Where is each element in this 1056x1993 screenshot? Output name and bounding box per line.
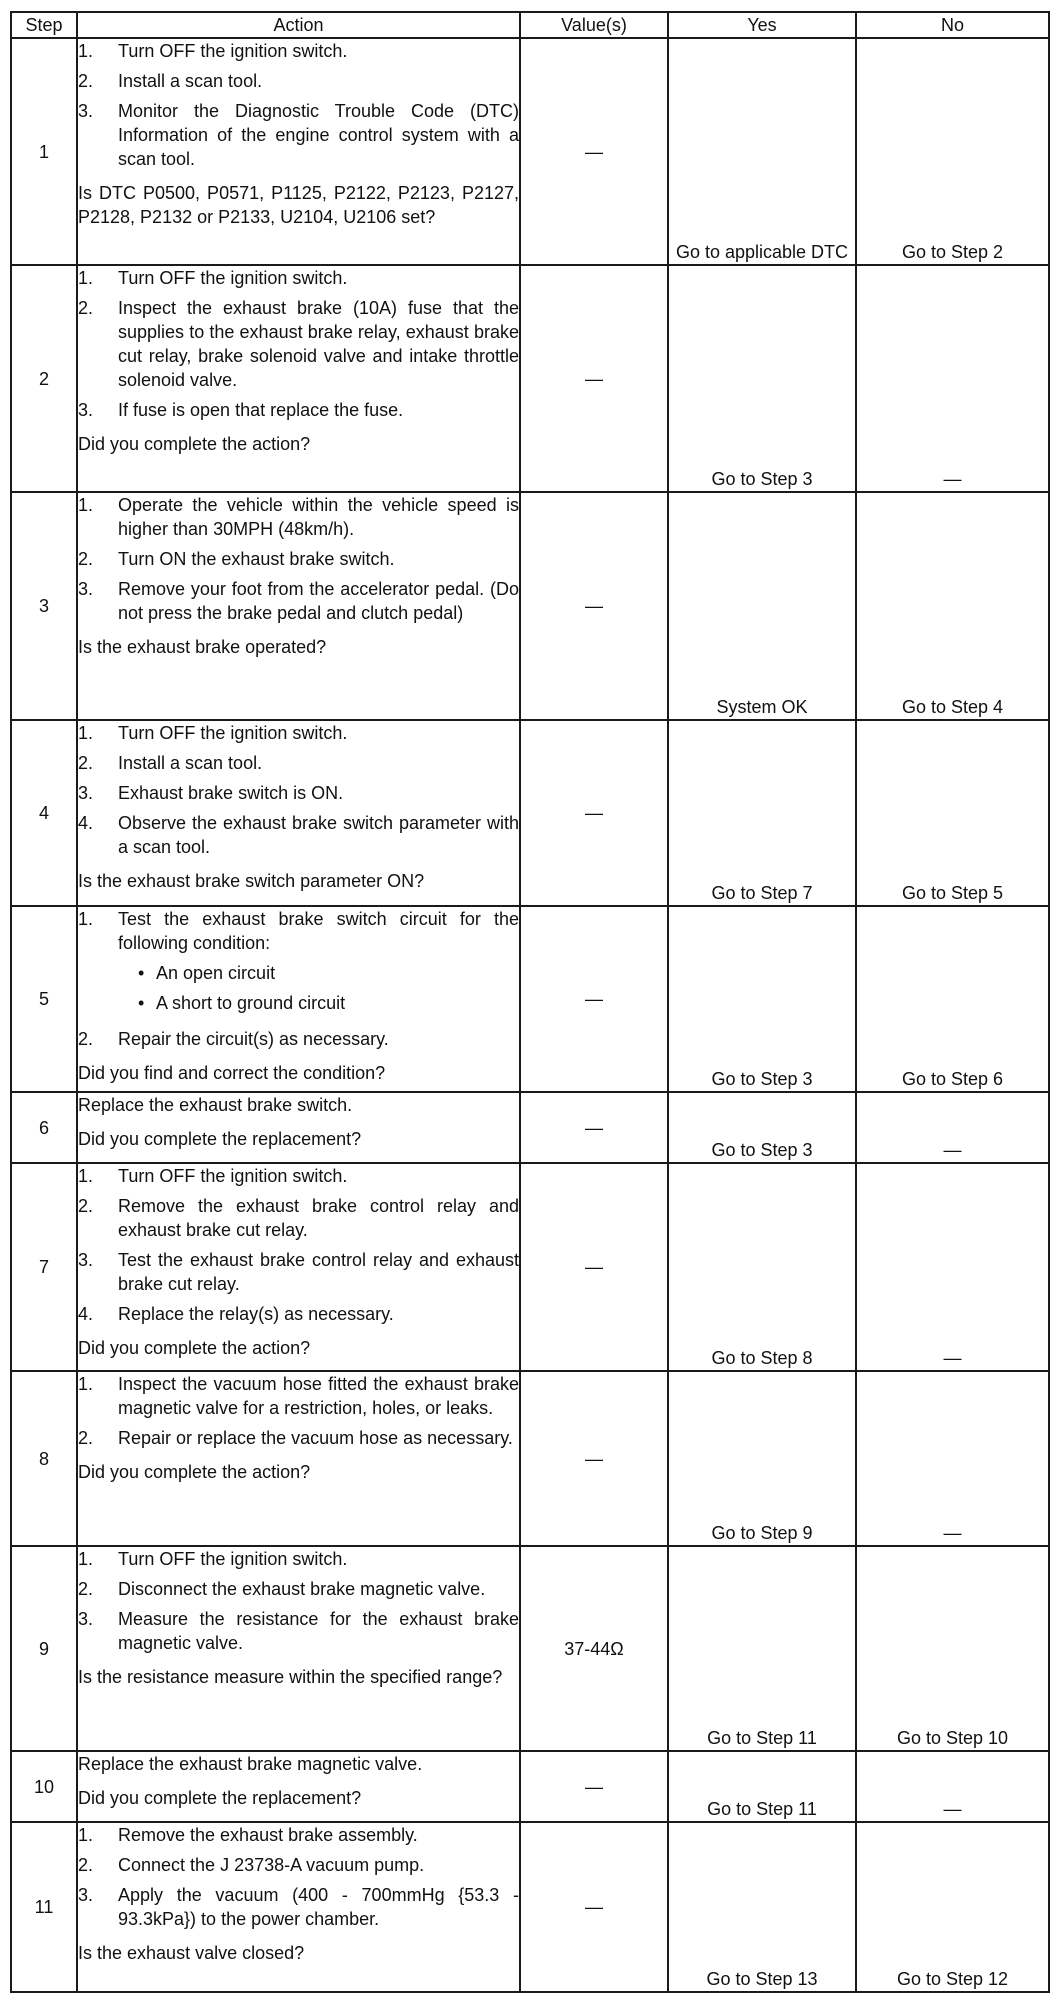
value-cell: —	[520, 720, 668, 906]
step-number: 2	[11, 265, 77, 492]
action-item-number: 3.	[78, 101, 94, 121]
action-list	[78, 1823, 519, 1931]
action-item-number: 1.	[78, 1374, 94, 1394]
action-item-text: Repair the circuit(s) as necessary.	[118, 1029, 389, 1049]
action-item	[78, 1302, 519, 1326]
action-item-number: 1.	[78, 495, 94, 515]
action-item-text: Operate the vehicle within the vehicle speed is higher than 30MPH (48km/h).	[118, 495, 519, 539]
no-result: Go to Step 4	[901, 697, 1004, 717]
step-number: 4	[11, 720, 77, 906]
action-item-text: Apply the vacuum (400 - 700mmHg {53.3 - 93.3kPa}) to the power chamber.	[118, 1885, 519, 1929]
action-item-number: 1.	[78, 1549, 94, 1569]
step-number: 5	[11, 906, 77, 1092]
action-text: Replace the exhaust brake switch.	[78, 1095, 353, 1115]
no-result: Go to Step 10	[896, 1728, 1009, 1748]
action-item-body	[118, 1607, 519, 1655]
table-row	[11, 1092, 1049, 1163]
action-item-number: 1.	[78, 1166, 94, 1186]
no-cell	[856, 492, 1049, 720]
no-cell	[856, 1751, 1049, 1822]
action-item-text: Measure the resistance for the exhaust brake magnetic valve.	[118, 1609, 519, 1653]
action-cell	[77, 38, 520, 265]
no-result: Go to Step 6	[901, 1069, 1004, 1089]
yes-cell	[668, 1163, 856, 1371]
action-item	[78, 398, 519, 422]
action-item-body	[118, 39, 519, 63]
action-item-number: 2.	[78, 1579, 94, 1599]
yes-cell	[668, 265, 856, 492]
action-list	[78, 1164, 519, 1326]
value-cell: —	[520, 1371, 668, 1546]
action-item-body	[118, 1372, 519, 1420]
action-question: Did you complete the action?	[78, 434, 311, 454]
action-item-number: 2.	[78, 71, 94, 91]
action-item-number: 2.	[78, 753, 94, 773]
no-cell	[856, 1822, 1049, 1992]
yes-result: Go to Step 3	[711, 469, 813, 489]
action-item-body	[118, 1248, 519, 1296]
action-cell	[77, 1822, 520, 1992]
no-result: Go to Step 2	[901, 242, 1004, 262]
action-item-body	[118, 1547, 519, 1571]
action-item-text: Turn OFF the ignition switch.	[118, 723, 348, 743]
action-item-body	[118, 577, 519, 625]
step-number: 1	[11, 38, 77, 265]
table-row	[11, 1163, 1049, 1371]
no-cell	[856, 720, 1049, 906]
action-list	[78, 1547, 519, 1655]
step-number: 11	[11, 1822, 77, 1992]
action-item-text: Repair or replace the vacuum hose as necessary.	[118, 1428, 513, 1448]
action-list	[78, 1372, 519, 1450]
action-item-body	[118, 99, 519, 171]
action-item	[78, 1883, 519, 1931]
action-item-text: Test the exhaust brake control relay and exhaust brake cut relay.	[118, 1250, 519, 1294]
action-item-body	[118, 1302, 519, 1326]
yes-result: Go to Step 7	[711, 883, 813, 903]
no-result: Go to Step 12	[896, 1969, 1009, 1989]
bullet-dot-icon: •	[138, 963, 145, 983]
action-item-number: 3.	[78, 1885, 94, 1905]
action-list	[78, 721, 519, 859]
value-cell: 37-44Ω	[520, 1546, 668, 1751]
yes-result: Go to Step 8	[711, 1348, 813, 1368]
action-item-number: 3.	[78, 579, 94, 599]
no-cell	[856, 1163, 1049, 1371]
yes-cell	[668, 1371, 856, 1546]
no-cell	[856, 906, 1049, 1092]
action-item	[78, 99, 519, 171]
yes-cell	[668, 1751, 856, 1822]
bullet-item	[118, 991, 519, 1015]
action-item-number: 2.	[78, 1855, 94, 1875]
yes-result: Go to applicable DTC	[675, 242, 849, 262]
table-row	[11, 906, 1049, 1092]
action-item-text: Inspect the vacuum hose fitted the exhaust brake magnetic valve for a restriction, holes, or leaks.	[118, 1374, 519, 1418]
action-item-number: 3.	[78, 783, 94, 803]
table-row	[11, 1822, 1049, 1992]
no-result: Go to Step 5	[901, 883, 1004, 903]
bullet-text: An open circuit	[156, 963, 276, 983]
action-item-body	[118, 1853, 519, 1877]
action-cell	[77, 720, 520, 906]
action-item-body	[118, 296, 519, 392]
action-question: Is the resistance measure within the specified range?	[78, 1667, 503, 1687]
action-item	[78, 907, 519, 1021]
table-row	[11, 38, 1049, 265]
table-row	[11, 1751, 1049, 1822]
action-item-number: 2.	[78, 1428, 94, 1448]
yes-result: System OK	[716, 697, 808, 717]
bullet-text: A short to ground circuit	[156, 993, 346, 1013]
header-action: Action	[77, 12, 520, 38]
action-item-body	[118, 1164, 519, 1188]
action-item-text: Remove your foot from the accelerator pedal. (Do not press the brake pedal and clutch pedal)	[118, 579, 519, 623]
action-item-number: 4.	[78, 1304, 94, 1324]
yes-cell	[668, 720, 856, 906]
yes-cell	[668, 38, 856, 265]
action-item	[78, 39, 519, 63]
diagnostic-table	[10, 11, 1050, 1993]
action-item-number: 2.	[78, 1196, 94, 1216]
action-item	[78, 1853, 519, 1877]
yes-result: Go to Step 3	[711, 1140, 813, 1160]
value-cell: —	[520, 906, 668, 1092]
action-item-number: 2.	[78, 298, 94, 318]
action-item-body	[118, 1426, 519, 1450]
action-cell	[77, 1163, 520, 1371]
action-item-number: 2.	[78, 1029, 94, 1049]
action-item-text: Connect the J 23738-A vacuum pump.	[118, 1855, 425, 1875]
action-item-text: Remove the exhaust brake control relay and exhaust brake cut relay.	[118, 1196, 519, 1240]
action-item-number: 1.	[78, 1825, 94, 1845]
table-row	[11, 1371, 1049, 1546]
action-question: Did you find and correct the condition?	[78, 1063, 386, 1083]
bullet-list	[118, 961, 519, 1015]
value-cell: —	[520, 1163, 668, 1371]
action-item	[78, 266, 519, 290]
action-item	[78, 1164, 519, 1188]
action-item-number: 1.	[78, 268, 94, 288]
action-item	[78, 1577, 519, 1601]
action-cell	[77, 906, 520, 1092]
action-item-number: 2.	[78, 549, 94, 569]
table-row	[11, 1546, 1049, 1751]
action-item-text: Turn ON the exhaust brake switch.	[118, 549, 395, 569]
no-result: —	[943, 469, 962, 489]
bullet-dot-icon: •	[138, 993, 145, 1013]
action-item-body	[118, 493, 519, 541]
action-item-body	[118, 907, 519, 1021]
action-text: Replace the exhaust brake magnetic valve.	[78, 1754, 423, 1774]
header-values: Value(s)	[520, 12, 668, 38]
action-item-body	[118, 1027, 519, 1051]
action-item-text: Inspect the exhaust brake (10A) fuse that the supplies to the exhaust brake relay, exhaust brake cut relay, brake solenoid valve and intake throttle solenoid valve.	[118, 298, 519, 390]
value-cell: —	[520, 1092, 668, 1163]
action-item-text: Disconnect the exhaust brake magnetic valve.	[118, 1579, 486, 1599]
action-cell	[77, 265, 520, 492]
action-cell	[77, 1092, 520, 1163]
action-item	[78, 69, 519, 93]
action-item-text: If fuse is open that replace the fuse.	[118, 400, 404, 420]
action-item	[78, 296, 519, 392]
action-item-text: Remove the exhaust brake assembly.	[118, 1825, 418, 1845]
value-cell: —	[520, 492, 668, 720]
action-item-body	[118, 266, 519, 290]
action-item	[78, 1194, 519, 1242]
yes-cell	[668, 1546, 856, 1751]
action-item-text: Turn OFF the ignition switch.	[118, 1549, 348, 1569]
action-item-text: Turn OFF the ignition switch.	[118, 1166, 348, 1186]
action-item-body	[118, 811, 519, 859]
action-item-text: Observe the exhaust brake switch parameter with a scan tool.	[118, 813, 519, 857]
no-cell	[856, 38, 1049, 265]
action-item-number: 3.	[78, 400, 94, 420]
action-item-body	[118, 751, 519, 775]
action-question: Did you complete the replacement?	[78, 1129, 362, 1149]
action-item	[78, 781, 519, 805]
no-cell	[856, 265, 1049, 492]
action-item	[78, 1027, 519, 1051]
no-cell	[856, 1092, 1049, 1163]
action-item	[78, 721, 519, 745]
value-cell: —	[520, 38, 668, 265]
no-result: —	[943, 1140, 962, 1160]
action-item-number: 4.	[78, 813, 94, 833]
yes-result: Go to Step 3	[711, 1069, 813, 1089]
action-item	[78, 1607, 519, 1655]
no-result: —	[943, 1523, 962, 1543]
step-number: 7	[11, 1163, 77, 1371]
header-no: No	[856, 12, 1049, 38]
action-question: Is the exhaust valve closed?	[78, 1943, 305, 1963]
step-number: 10	[11, 1751, 77, 1822]
action-question: Is the exhaust brake switch parameter ON?	[78, 871, 425, 891]
yes-result: Go to Step 13	[706, 1969, 818, 1989]
action-item-number: 1.	[78, 909, 94, 929]
action-item-number: 1.	[78, 723, 94, 743]
action-item-body	[118, 547, 519, 571]
value-cell: —	[520, 265, 668, 492]
action-item-body	[118, 1883, 519, 1931]
no-cell	[856, 1546, 1049, 1751]
action-list	[78, 39, 519, 171]
value-cell: —	[520, 1751, 668, 1822]
action-item	[78, 547, 519, 571]
action-item	[78, 751, 519, 775]
action-item-text: Replace the relay(s) as necessary.	[118, 1304, 394, 1324]
table-row	[11, 720, 1049, 906]
step-number: 8	[11, 1371, 77, 1546]
action-item-text: Monitor the Diagnostic Trouble Code (DTC) Information of the engine control system with a scan tool.	[118, 101, 519, 169]
table-body	[11, 38, 1049, 1992]
step-number: 6	[11, 1092, 77, 1163]
no-cell	[856, 1371, 1049, 1546]
step-number: 3	[11, 492, 77, 720]
action-item	[78, 1248, 519, 1296]
table-row	[11, 265, 1049, 492]
yes-result: Go to Step 11	[707, 1799, 817, 1819]
action-item-text: Install a scan tool.	[118, 753, 263, 773]
action-cell	[77, 1371, 520, 1546]
yes-cell	[668, 1092, 856, 1163]
action-item-text: Install a scan tool.	[118, 71, 263, 91]
action-list	[78, 907, 519, 1051]
header-step: Step	[11, 12, 77, 38]
yes-cell	[668, 492, 856, 720]
action-item-text: Exhaust brake switch is ON.	[118, 783, 344, 803]
action-item-text: Turn OFF the ignition switch.	[118, 41, 348, 61]
no-result: —	[943, 1799, 962, 1819]
action-item	[78, 811, 519, 859]
action-item-body	[118, 1577, 519, 1601]
action-item	[78, 1426, 519, 1450]
action-item	[78, 493, 519, 541]
action-item	[78, 1372, 519, 1420]
table-row	[11, 492, 1049, 720]
yes-cell	[668, 906, 856, 1092]
action-question: Did you complete the action?	[78, 1338, 311, 1358]
action-item	[78, 577, 519, 625]
action-cell	[77, 1546, 520, 1751]
action-cell	[77, 492, 520, 720]
action-item-body	[118, 781, 519, 805]
action-cell	[77, 1751, 520, 1822]
action-item-body	[118, 1194, 519, 1242]
action-item-text: Test the exhaust brake switch circuit for the following condition:	[118, 909, 519, 953]
action-question: Is the exhaust brake operated?	[78, 637, 327, 657]
action-question: Is DTC P0500, P0571, P1125, P2122, P2123, P2127, P2128, P2132 or P2133, U2104, U2106 set?	[78, 183, 519, 227]
yes-result: Go to Step 9	[711, 1523, 813, 1543]
action-item-body	[118, 721, 519, 745]
yes-cell	[668, 1822, 856, 1992]
action-item	[78, 1547, 519, 1571]
action-question: Did you complete the replacement?	[78, 1788, 362, 1808]
action-question: Did you complete the action?	[78, 1462, 311, 1482]
header-row	[11, 12, 1049, 38]
action-item-number: 1.	[78, 41, 94, 61]
action-item-text: Turn OFF the ignition switch.	[118, 268, 348, 288]
action-item-body	[118, 398, 519, 422]
no-result: —	[943, 1348, 962, 1368]
action-list	[78, 493, 519, 625]
yes-result: Go to Step 11	[707, 1728, 817, 1748]
bullet-item	[118, 961, 519, 985]
action-item-number: 3.	[78, 1609, 94, 1629]
step-number: 9	[11, 1546, 77, 1751]
value-cell: —	[520, 1822, 668, 1992]
action-item-number: 3.	[78, 1250, 94, 1270]
header-yes: Yes	[668, 12, 856, 38]
action-item-body	[118, 69, 519, 93]
action-item	[78, 1823, 519, 1847]
action-list	[78, 266, 519, 422]
action-item-body	[118, 1823, 519, 1847]
